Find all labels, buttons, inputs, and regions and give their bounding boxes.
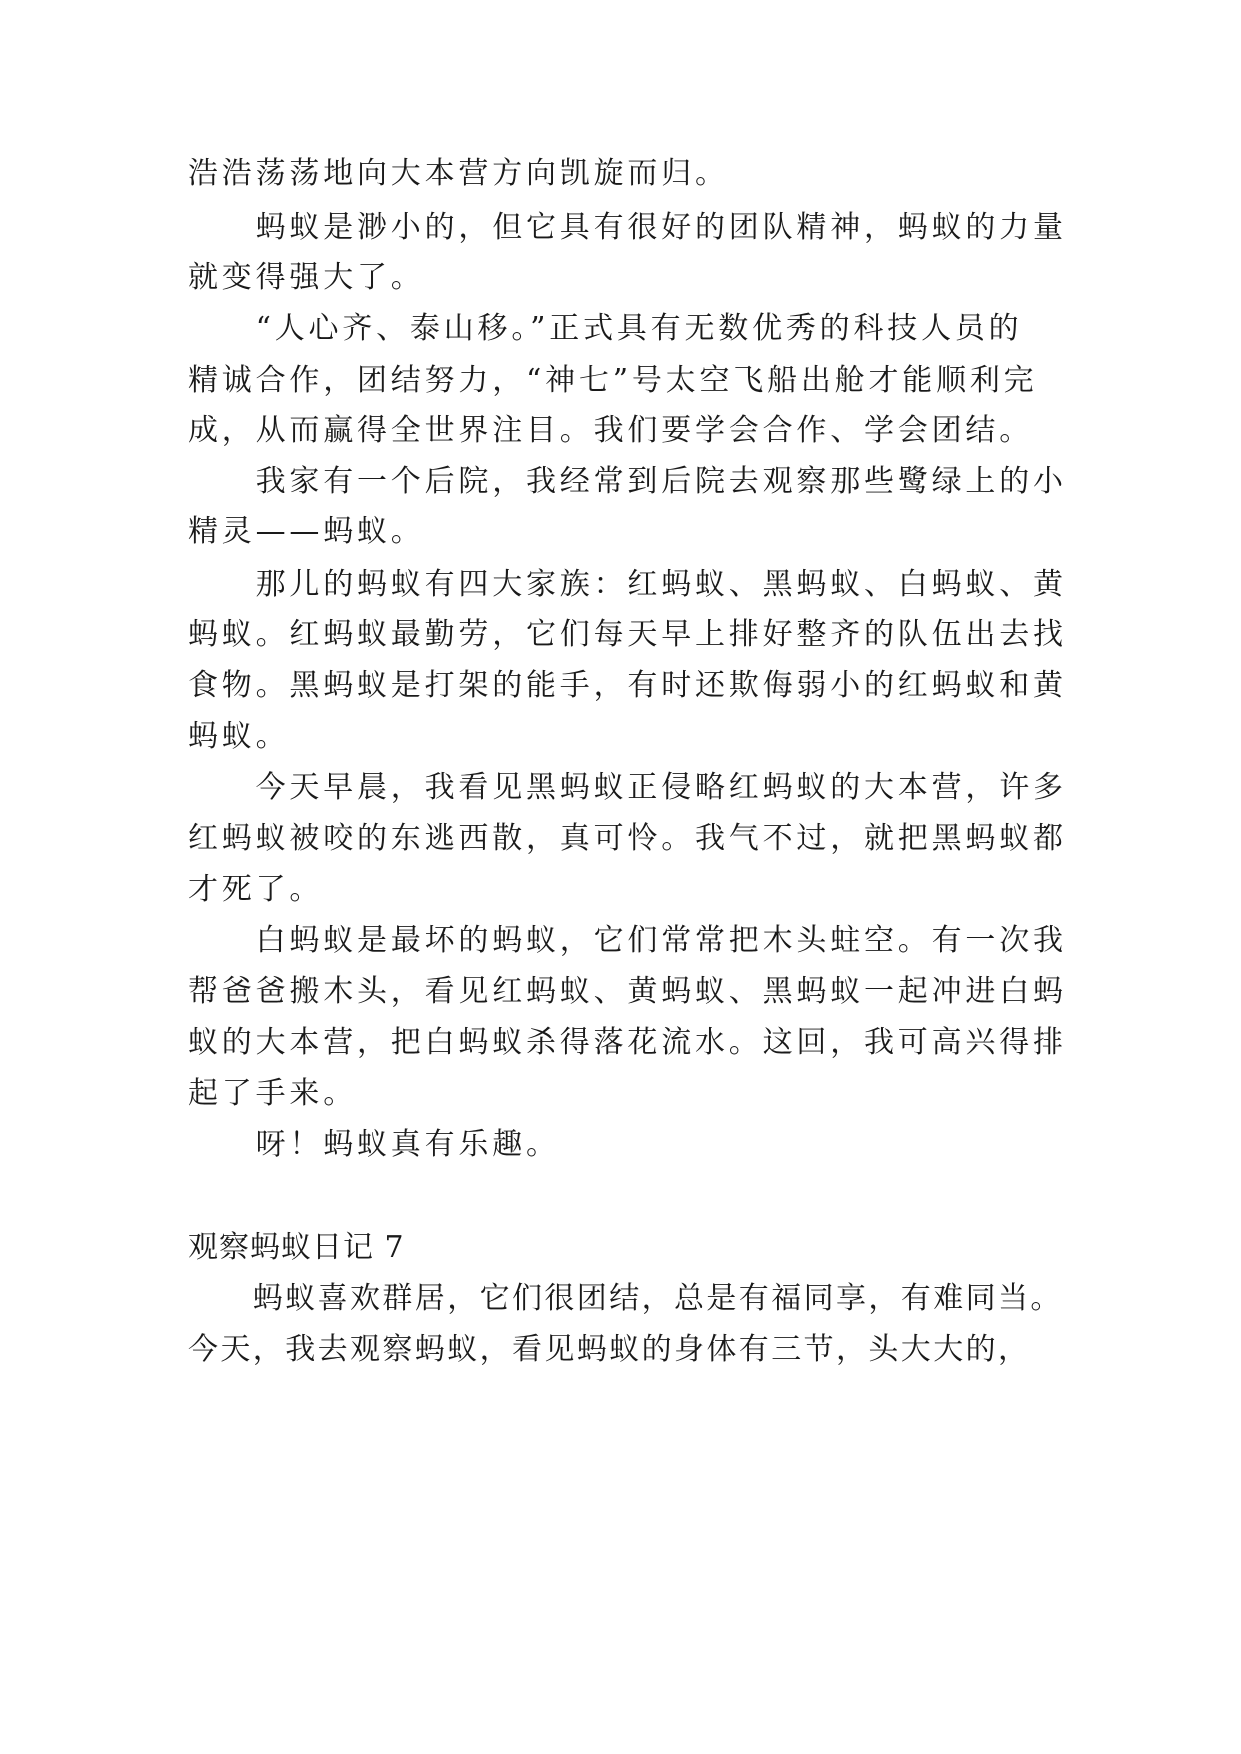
paragraph-line: 红蚂蚁被咬的东逃西散，真可怜。我气不过，就把黑蚂蚁都 <box>188 821 1067 856</box>
paragraph-line: 白蚂蚁是最坏的蚂蚁，它们常常把木头蛀空。有一次我 <box>188 923 1067 958</box>
paragraph-line: 蚂蚁喜欢群居，它们很团结，总是有福同享，有难同当。 <box>188 1281 1063 1316</box>
paragraph-line: 今天早晨，我看见黑蚂蚁正侵略红蚂蚁的大本营，许多 <box>188 770 1067 805</box>
paragraph-line: 起了手来。 <box>188 1076 357 1111</box>
paragraph-line: 蚁的大本营，把白蚂蚁杀得落花流水。这回，我可高兴得排 <box>188 1025 1067 1060</box>
paragraph-line: 今天，我去观察蚂蚁，看见蚂蚁的身体有三节，头大大的， <box>188 1332 1031 1367</box>
paragraph-line: 帮爸爸搬木头，看见红蚂蚁、黄蚂蚁、黑蚂蚁一起冲进白蚂 <box>188 974 1067 1009</box>
paragraph-line: 精灵——蚂蚁。 <box>188 514 425 549</box>
paragraph-line: 就变得强大了。 <box>188 260 425 295</box>
paragraph-line: 食物。黑蚂蚁是打架的能手，有时还欺侮弱小的红蚂蚁和黄 <box>188 668 1067 703</box>
paragraph-line: 蚂蚁。红蚂蚁最勤劳，它们每天早上排好整齐的队伍出去找 <box>188 617 1067 652</box>
paragraph-line: 才死了。 <box>188 872 324 907</box>
paragraph-line: “人心齐、泰山移。”正式具有无数优秀的科技人员的 <box>188 311 1023 346</box>
paragraph-line: 我家有一个后院，我经常到后院去观察那些鹭绿上的小 <box>188 464 1067 499</box>
section-heading: 观察蚂蚁日记 7 <box>188 1230 405 1265</box>
paragraph-line: 成，从而赢得全世界注目。我们要学会合作、学会团结。 <box>188 413 1033 448</box>
paragraph-line: 浩浩荡荡地向大本营方向凯旋而归。 <box>188 156 729 191</box>
paragraph-line: 蚂蚁。 <box>188 719 290 754</box>
paragraph-line: 那儿的蚂蚁有四大家族：红蚂蚁、黑蚂蚁、白蚂蚁、黄 <box>188 567 1067 602</box>
paragraph-line: 精诚合作，团结努力，“神七”号太空飞船出舱才能顺利完 <box>188 363 1038 398</box>
paragraph-line: 呀！蚂蚁真有乐趣。 <box>188 1127 560 1162</box>
paragraph-line: 蚂蚁是渺小的，但它具有很好的团队精神，蚂蚁的力量 <box>188 210 1067 245</box>
